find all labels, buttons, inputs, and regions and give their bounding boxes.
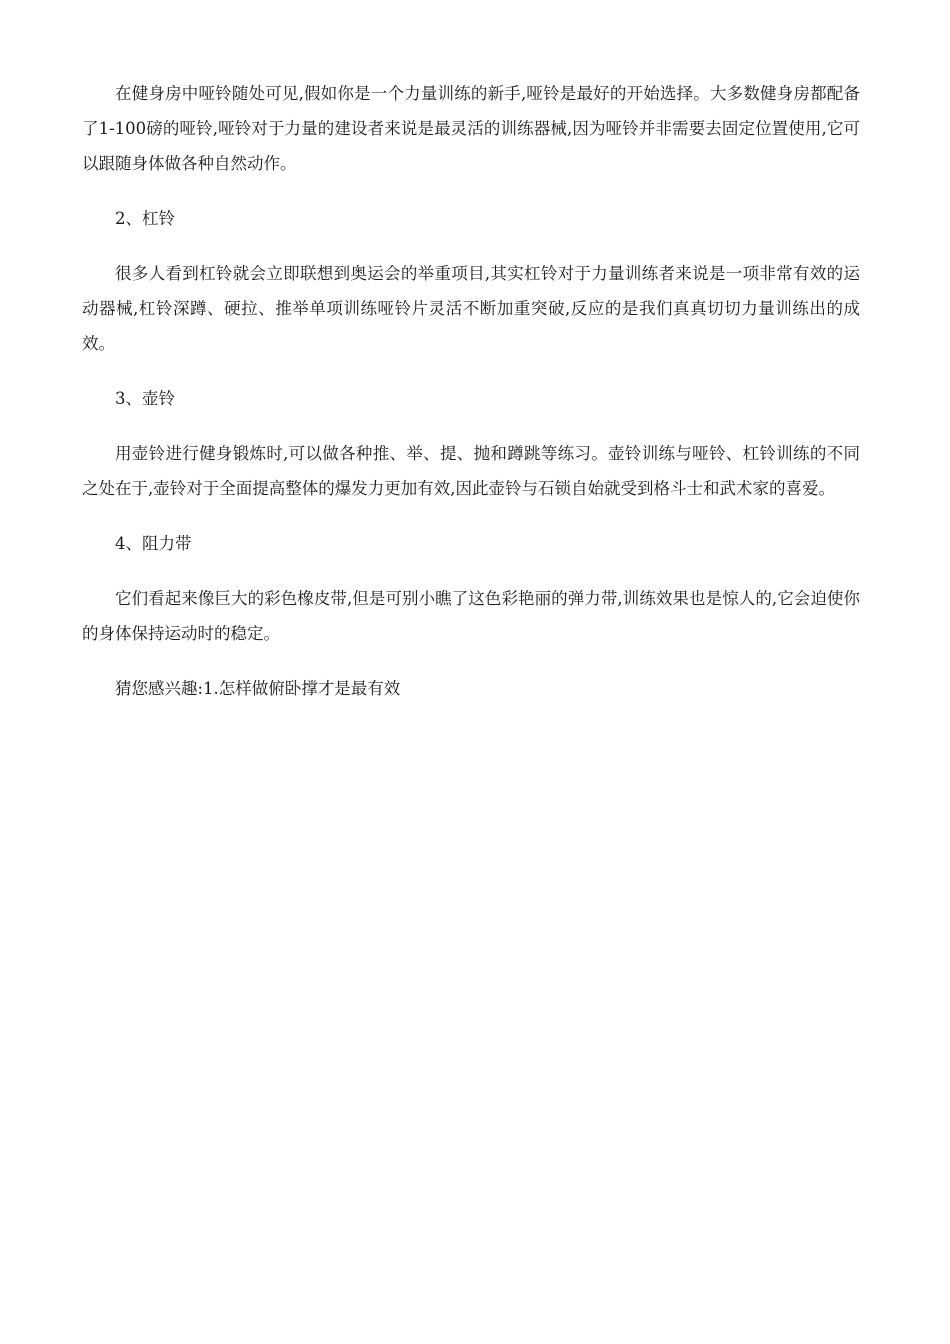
heading-kettlebell: 3、壶铃 — [115, 389, 175, 408]
document-body — [82, 76, 860, 726]
heading-resistance-band: 4、阻力带 — [115, 534, 192, 553]
related-reading: 猜您感兴趣:1.怎样做俯卧撑才是最有效 — [115, 679, 401, 698]
heading-barbell: 2、杠铃 — [115, 209, 175, 228]
paragraph-dumbbell: 在健身房中哑铃随处可见,假如你是一个力量训练的新手,哑铃是最好的开始选择。大多数健身房都配备了1-100磅的哑铃,哑铃对于力量的建设者来说是最灵活的训练器械,因为哑铃并非需要去固定位置使用,它可以跟随身体做各种自然动作。 — [82, 84, 860, 173]
paragraph-barbell: 很多人看到杠铃就会立即联想到奥运会的举重项目,其实杠铃对于力量训练者来说是一项非常有效的运动器械,杠铃深蹲、硬拉、推举单项训练哑铃片灵活不断加重突破,反应的是我们真真切切力量训练出的成效。 — [82, 264, 860, 353]
paragraph-resistance-band: 它们看起来像巨大的彩色橡皮带,但是可别小瞧了这色彩艳丽的弹力带,训练效果也是惊人的,它会迫使你的身体保持运动时的稳定。 — [82, 589, 860, 643]
paragraph-kettlebell: 用壶铃进行健身锻炼时,可以做各种推、举、提、抛和蹲跳等练习。壶铃训练与哑铃、杠铃训练的不同之处在于,壶铃对于全面提高整体的爆发力更加有效,因此壶铃与石锁自始就受到格斗士和武术家的喜爱。 — [82, 444, 860, 498]
